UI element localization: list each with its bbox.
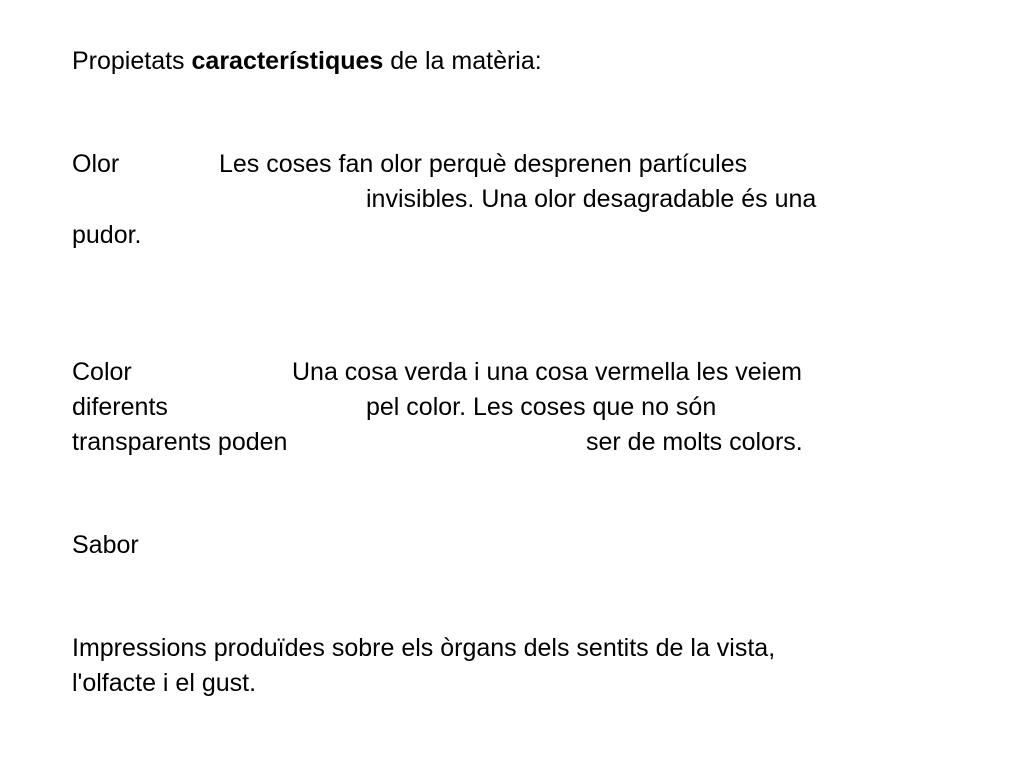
color-definition-line-2a: diferents	[72, 393, 168, 421]
olor-term: Olor	[72, 150, 120, 178]
olor-definition-line-3: pudor.	[72, 221, 142, 249]
color-term: Color	[72, 358, 132, 386]
title-prefix: Propietats	[72, 47, 192, 75]
color-definition-line-3b: ser de molts colors.	[586, 428, 803, 456]
olor-definition-line-2: invisibles. Una olor desagradable és una	[366, 185, 817, 213]
impressions-line-1: Impressions produïdes sobre els òrgans dels sentits de la vista,	[72, 634, 776, 662]
color-definition-line-1: Una cosa verda i una cosa vermella les veiem	[292, 358, 802, 386]
color-definition-line-2b: pel color. Les coses que no són	[366, 393, 717, 421]
olor-definition-line-1: Les coses fan olor perquè desprenen partícules	[219, 150, 748, 178]
impressions-line-2: l'olfacte i el gust.	[72, 669, 257, 697]
title-bold-word: característiques	[191, 47, 384, 75]
sabor-term: Sabor	[72, 531, 139, 559]
title-suffix: de la matèria:	[383, 47, 542, 75]
page-title	[72, 46, 542, 76]
color-definition-line-3a: transparents poden	[72, 428, 288, 456]
